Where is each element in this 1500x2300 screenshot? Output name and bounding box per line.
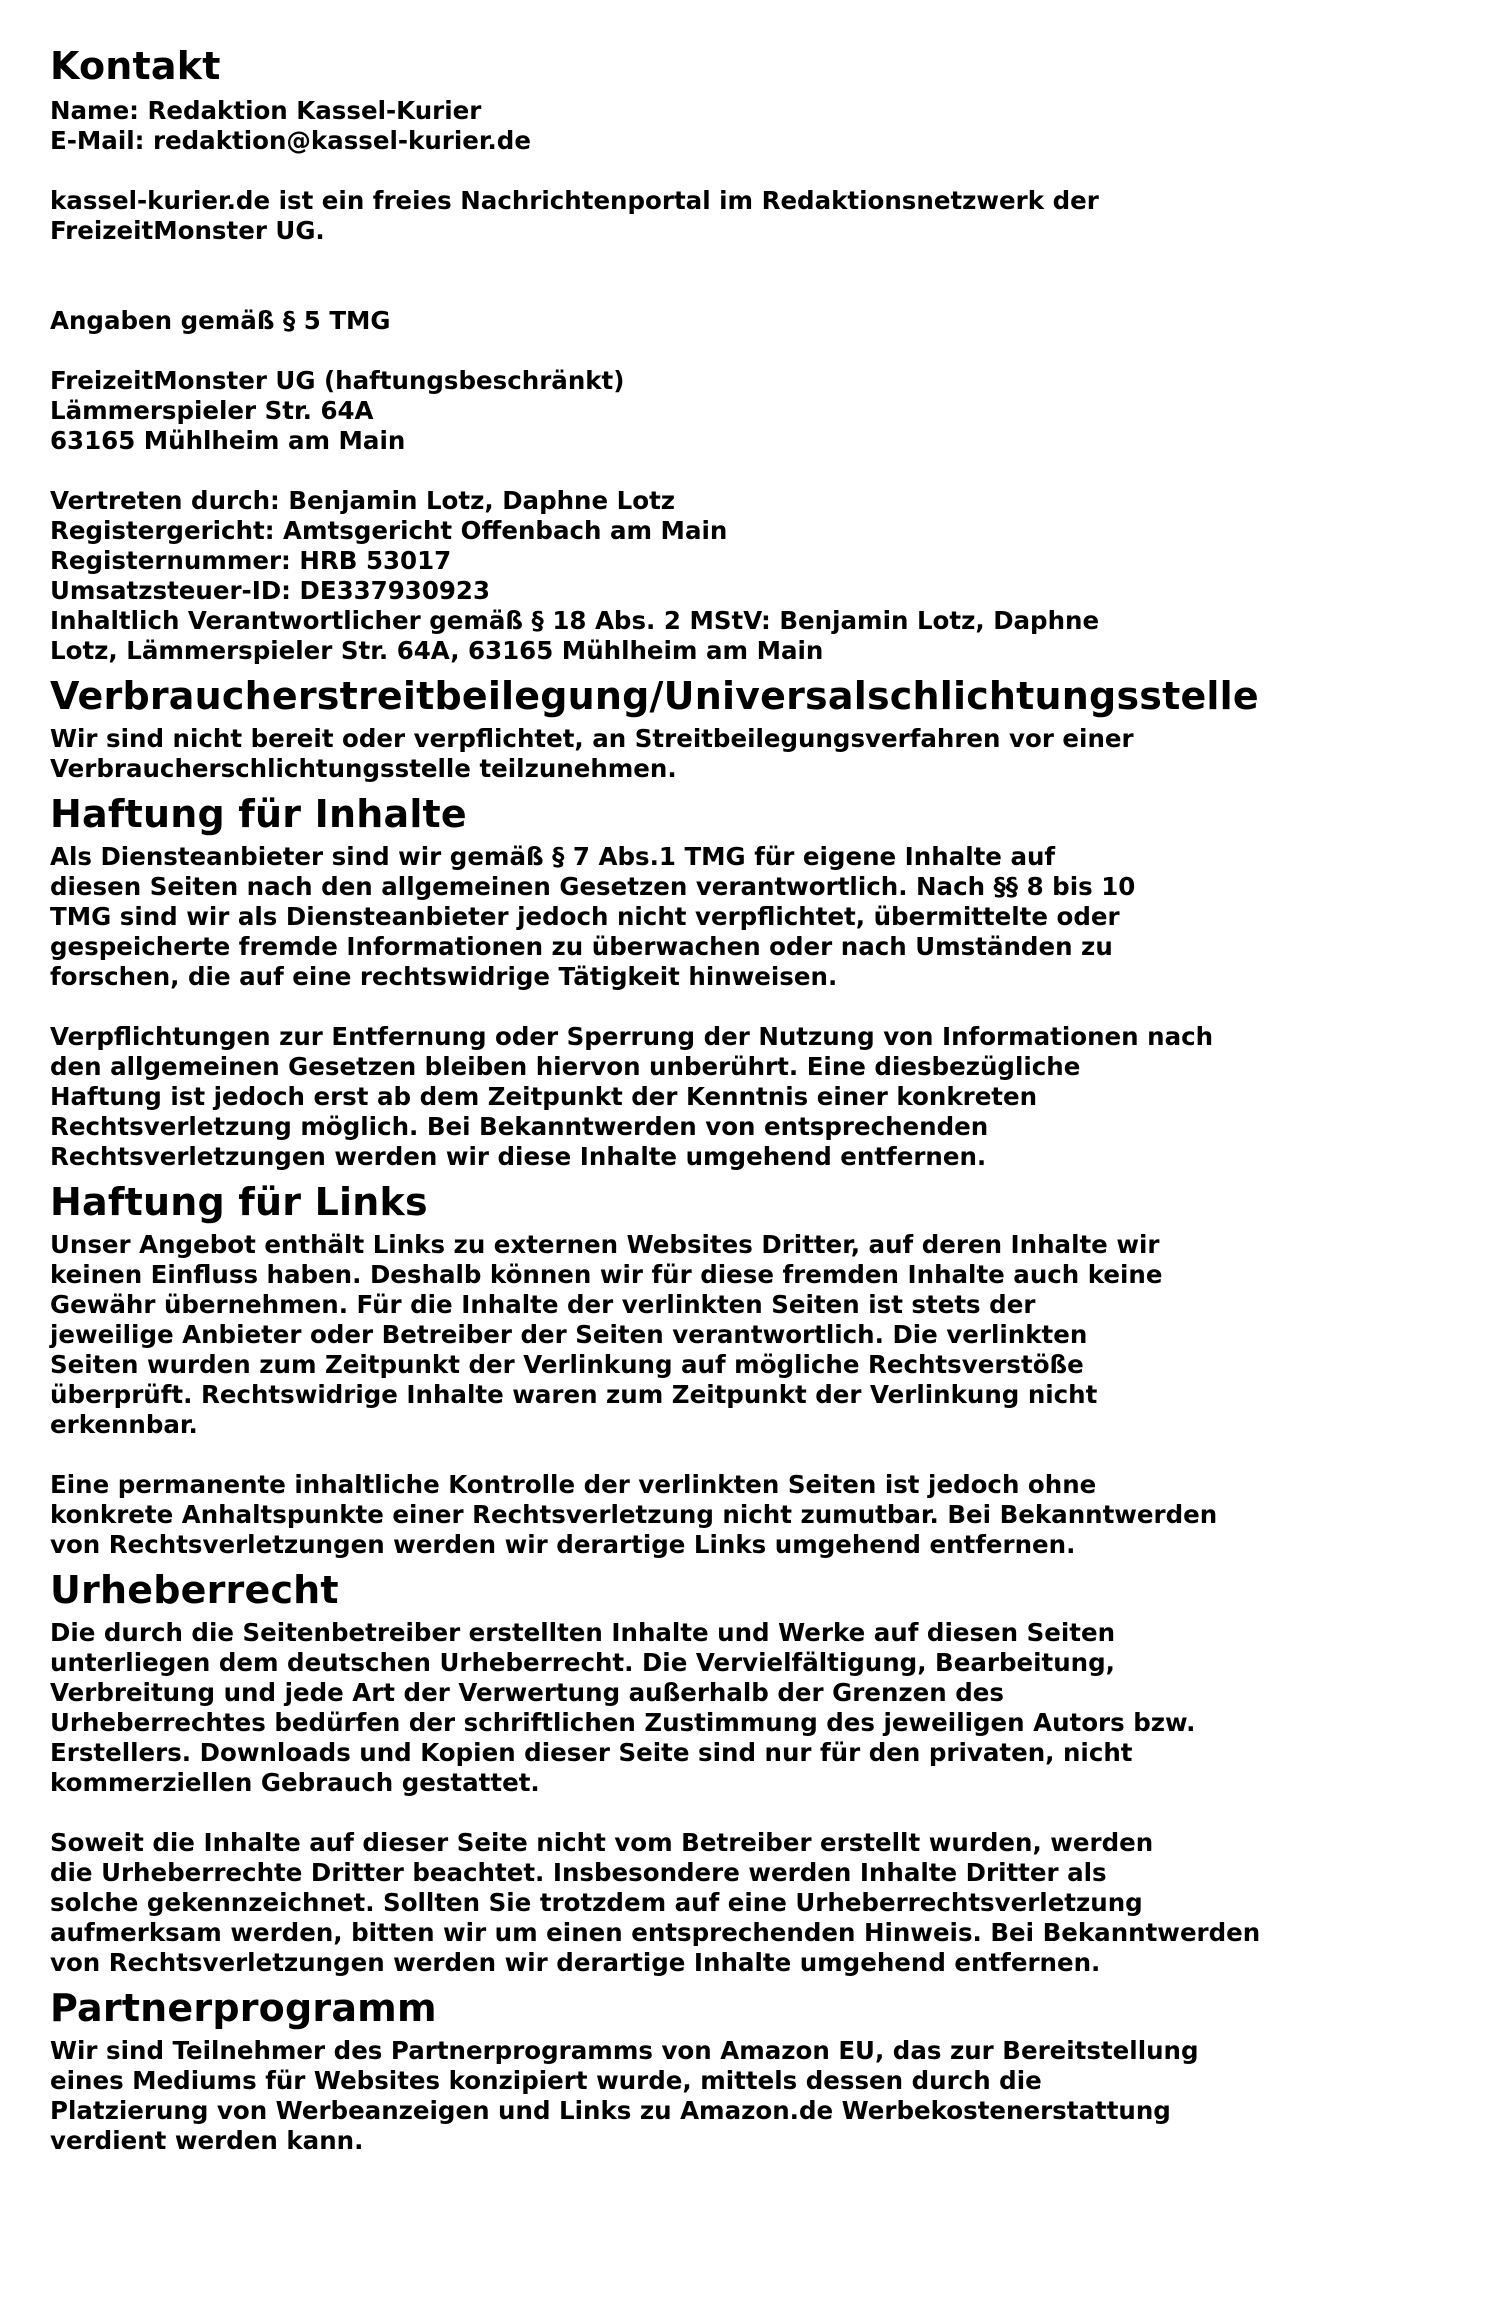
section-verbraucherstreitbeilegung — [50, 674, 1450, 784]
text-line: Seiten wurden zum Zeitpunkt der Verlinkung auf mögliche Rechtsverstöße — [50, 1350, 1084, 1379]
text-line: Inhaltlich Verantwortlicher gemäß § 18 Abs. 2 MStV: Benjamin Lotz, Daphne — [50, 606, 1100, 635]
heading-haftung-links: Haftung für Links — [50, 1180, 428, 1224]
section-partnerprogramm — [50, 1986, 1450, 2156]
text-line: verdient werden kann. — [50, 2126, 364, 2155]
text-line: Umsatzsteuer-ID: DE337930923 — [50, 576, 491, 605]
heading-haftung-inhalte: Haftung für Inhalte — [50, 792, 467, 836]
text-line: eines Mediums für Websites konzipiert wurde, mittels dessen durch die — [50, 2066, 1042, 2095]
text-line: unterliegen dem deutschen Urheberrecht. Die Vervielfältigung, Bearbeitung, — [50, 1648, 1115, 1677]
text-line: Angaben gemäß § 5 TMG — [50, 306, 391, 335]
text-line: Die durch die Seitenbetreiber erstellten Inhalte und Werke auf diesen Seiten — [50, 1618, 1116, 1647]
section-haftung-links — [50, 1180, 1450, 1560]
text-line: FreizeitMonster UG (haftungsbeschränkt) — [50, 366, 625, 395]
haftung-inhalte-body — [50, 842, 1450, 1172]
text-line: erkennbar. — [50, 1410, 198, 1439]
text-line: Lotz, Lämmerspieler Str. 64A, 63165 Mühlheim am Main — [50, 636, 824, 665]
text-line: Gewähr übernehmen. Für die Inhalte der verlinkten Seiten ist stets der — [50, 1290, 1036, 1319]
text-line: TMG sind wir als Diensteanbieter jedoch nicht verpflichtet, übermittelte oder — [50, 902, 1120, 931]
text-line: Verpflichtungen zur Entfernung oder Sperrung der Nutzung von Informationen nach — [50, 1022, 1214, 1051]
blank-line — [50, 1798, 1450, 1828]
text-line: kassel-kurier.de ist ein freies Nachrichtenportal im Redaktionsnetzwerk der — [50, 186, 1099, 215]
text-line: Registernummer: HRB 53017 — [50, 546, 452, 575]
section-urheberrecht — [50, 1568, 1450, 1978]
section-haftung-inhalte — [50, 792, 1450, 1172]
text-line: Soweit die Inhalte auf dieser Seite nicht vom Betreiber erstellt wurden, werden — [50, 1828, 1154, 1857]
text-line: Rechtsverletzungen werden wir diese Inhalte umgehend entfernen. — [50, 1142, 987, 1171]
urheberrecht-body — [50, 1618, 1450, 1978]
text-line: solche gekennzeichnet. Sollten Sie trotzdem auf eine Urheberrechtsverletzung — [50, 1888, 1143, 1917]
text-line: Wir sind nicht bereit oder verpflichtet, an Streitbeilegungsverfahren vor einer — [50, 724, 1134, 753]
text-line: FreizeitMonster UG. — [50, 216, 325, 245]
text-line: jeweilige Anbieter oder Betreiber der Seiten verantwortlich. Die verlinkten — [50, 1320, 1088, 1349]
text-line: aufmerksam werden, bitten wir um einen entsprechenden Hinweis. Bei Bekanntwerden — [50, 1918, 1261, 1947]
text-line: den allgemeinen Gesetzen bleiben hiervon unberührt. Eine diesbezügliche — [50, 1052, 1081, 1081]
kontakt-body — [50, 96, 1450, 666]
text-line: Als Diensteanbieter sind wir gemäß § 7 Abs.1 TMG für eigene Inhalte auf — [50, 842, 1056, 871]
text-line: Verbreitung und jede Art der Verwertung außerhalb der Grenzen des — [50, 1678, 1004, 1707]
text-line: Unser Angebot enthält Links zu externen Websites Dritter, auf deren Inhalte wir — [50, 1230, 1160, 1259]
heading-urheberrecht: Urheberrecht — [50, 1568, 339, 1612]
text-line: keinen Einfluss haben. Deshalb können wir für diese fremden Inhalte auch keine — [50, 1260, 1163, 1289]
text-line: Erstellers. Downloads und Kopien dieser Seite sind nur für den privaten, nicht — [50, 1738, 1133, 1767]
text-line: von Rechtsverletzungen werden wir derartige Links umgehend entfernen. — [50, 1530, 1076, 1559]
text-line: Verbraucherschlichtungsstelle teilzunehmen. — [50, 754, 677, 783]
blank-line — [50, 456, 1450, 486]
heading-kontakt: Kontakt — [50, 44, 221, 88]
blank-line — [50, 246, 1450, 276]
blank-line — [50, 276, 1450, 306]
text-line: konkrete Anhaltspunkte einer Rechtsverletzung nicht zumutbar. Bei Bekanntwerden — [50, 1500, 1218, 1529]
text-line: E-Mail: redaktion@kassel-kurier.de — [50, 126, 531, 155]
text-line: kommerziellen Gebrauch gestattet. — [50, 1768, 540, 1797]
text-line: forschen, die auf eine rechtswidrige Tätigkeit hinweisen. — [50, 962, 838, 991]
blank-line — [50, 992, 1450, 1022]
text-line: Registergericht: Amtsgericht Offenbach am Main — [50, 516, 728, 545]
partnerprogramm-body — [50, 2036, 1450, 2156]
text-line: 63165 Mühlheim am Main — [50, 426, 406, 455]
blank-line — [50, 336, 1450, 366]
text-line: Wir sind Teilnehmer des Partnerprogramms von Amazon EU, das zur Bereitstellung — [50, 2036, 1199, 2065]
text-line: Platzierung von Werbeanzeigen und Links zu Amazon.de Werbekostenerstattung — [50, 2096, 1171, 2125]
text-line: von Rechtsverletzungen werden wir derartige Inhalte umgehend entfernen. — [50, 1948, 1101, 1977]
text-line: Haftung ist jedoch erst ab dem Zeitpunkt der Kenntnis einer konkreten — [50, 1082, 1038, 1111]
section-kontakt — [50, 0, 1450, 666]
haftung-links-body — [50, 1230, 1450, 1560]
blank-line — [50, 156, 1450, 186]
heading-partnerprogramm: Partnerprogramm — [50, 1986, 437, 2030]
text-line: die Urheberrechte Dritter beachtet. Insbesondere werden Inhalte Dritter als — [50, 1858, 1107, 1887]
text-line: gespeicherte fremde Informationen zu überwachen oder nach Umständen zu — [50, 932, 1113, 961]
text-line: diesen Seiten nach den allgemeinen Gesetzen verantwortlich. Nach §§ 8 bis 10 — [50, 872, 1136, 901]
text-line: überprüft. Rechtswidrige Inhalte waren zum Zeitpunkt der Verlinkung nicht — [50, 1380, 1098, 1409]
text-line: Rechtsverletzung möglich. Bei Bekanntwerden von entsprechenden — [50, 1112, 989, 1141]
text-line: Name: Redaktion Kassel-Kurier — [50, 96, 482, 125]
text-line: Vertreten durch: Benjamin Lotz, Daphne Lotz — [50, 486, 676, 515]
heading-verbraucherstreitbeilegung: Verbraucherstreitbeilegung/Universalschlichtungsstelle — [50, 674, 1259, 718]
text-line: Eine permanente inhaltliche Kontrolle der verlinkten Seiten ist jedoch ohne — [50, 1470, 1097, 1499]
text-line: Urheberrechtes bedürfen der schriftlichen Zustimmung des jeweiligen Autors bzw. — [50, 1708, 1196, 1737]
verbraucher-body — [50, 724, 1450, 784]
blank-line — [50, 1440, 1450, 1470]
text-line: Lämmerspieler Str. 64A — [50, 396, 374, 425]
